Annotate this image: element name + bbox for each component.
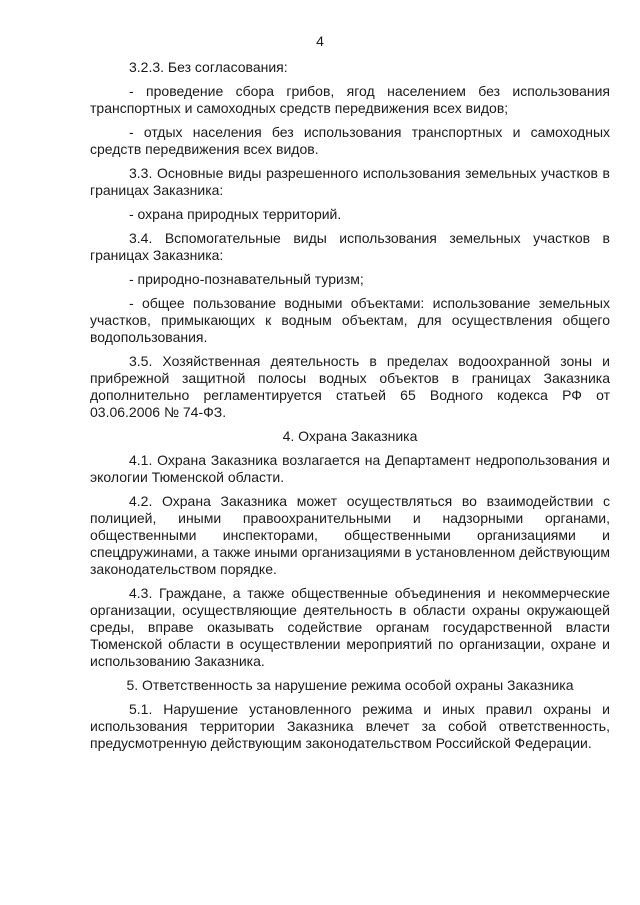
paragraph-5-1: 5.1. Нарушение установленного режима и иных правил охраны и использования территории Заказника влечет за собой ответственность, предусмотренную действующим законодательством Российской Федерации. bbox=[90, 701, 610, 751]
list-item-water-use: - общее пользование водными объектами: использование земельных участков, примыкающих к водным объектам, для осуществления общего водопользования. bbox=[90, 295, 610, 345]
list-item-nature-protection: - охрана природных территорий. bbox=[129, 206, 342, 222]
paragraph-4-2: 4.2. Охрана Заказника может осуществляться во взаимодействии с полицией, иными правоохранительными и надзорными органами, общественными инспекторами, общественными организациями и спецдружинами, а также иными организациями в установленном действующим законодательством порядке. bbox=[90, 493, 610, 577]
section-heading-4: 4. Охрана Заказника bbox=[282, 428, 418, 444]
paragraph-3-2-3: 3.2.3. Без согласования: bbox=[129, 59, 288, 75]
paragraph-4-1: 4.1. Охрана Заказника возлагается на Департамент недропользования и экологии Тюменской области. bbox=[90, 452, 610, 485]
paragraph-3-5: 3.5. Хозяйственная деятельность в пределах водоохранной зоны и прибрежной защитной полосы водных объектов в границах Заказника дополнительно регламентируется статьей 65 Водного кодекса РФ от 03.06.2006 № 74-ФЗ. bbox=[90, 353, 610, 420]
list-item-recreation: - отдых населения без использования транспортных и самоходных средств передвижения всех видов. bbox=[90, 124, 610, 157]
paragraph-3-3: 3.3. Основные виды разрешенного использования земельных участков в границах Заказника: bbox=[90, 165, 610, 198]
document-body bbox=[90, 59, 610, 759]
list-item-mushroom-berry-gathering: - проведение сбора грибов, ягод населением без использования транспортных и самоходных средств передвижения всех видов; bbox=[90, 83, 610, 116]
section-heading-5: 5. Ответственность за нарушение режима особой охраны Заказника bbox=[126, 677, 574, 693]
page-number: 4 bbox=[316, 33, 324, 49]
paragraph-4-3: 4.3. Граждане, а также общественные объединения и некоммерческие организации, осуществляющие деятельность в области охраны окружающей среды, вправе оказывать содействие органам государственной власти Тюменской области в осуществлении мероприятий по организации, охране и использованию Заказника. bbox=[90, 585, 610, 669]
list-item-nature-tourism: - природно-познавательный туризм; bbox=[129, 271, 364, 287]
paragraph-3-4: 3.4. Вспомогательные виды использования земельных участков в границах Заказника: bbox=[90, 230, 610, 263]
